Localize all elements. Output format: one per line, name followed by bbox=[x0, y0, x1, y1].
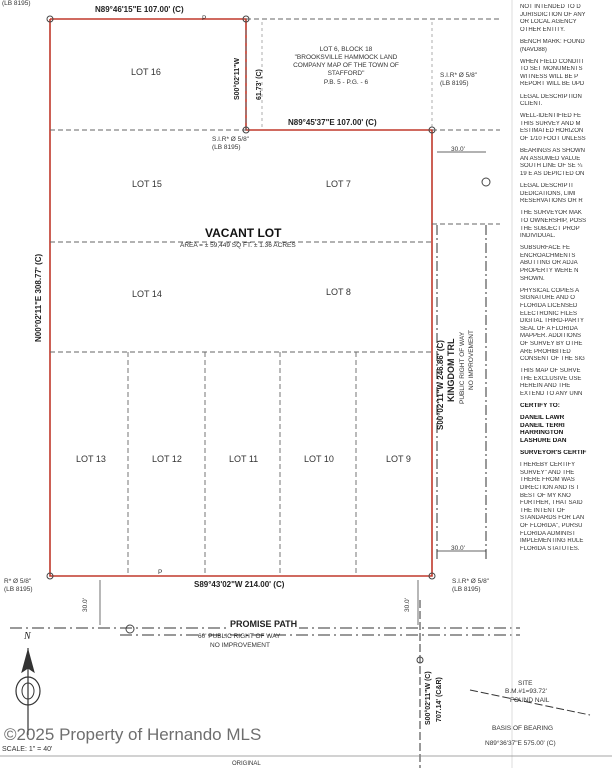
road-lines bbox=[10, 225, 590, 768]
lot6-east-bearing: S00°02'11"W bbox=[234, 57, 241, 100]
promise-path-label: PROMISE PATH bbox=[230, 619, 298, 629]
north-line-bearing: N89°46'15"E 107.00' (C) bbox=[95, 5, 184, 14]
note-line: WHEN FIELD CONDITI bbox=[520, 58, 584, 65]
lot-15-label: LOT 15 bbox=[132, 179, 162, 189]
scale-note: SCALE: 1" = 40' bbox=[2, 746, 53, 753]
note-line: THIS SURVEY AND M bbox=[520, 120, 581, 127]
note-line: DANEIL TERRI bbox=[520, 422, 565, 429]
note-line: LEGAL DESCRIPTION bbox=[520, 93, 582, 100]
note-line: THE EXCLUSIVE USE bbox=[520, 375, 582, 382]
note-line: BEARINGS AS SHOWN bbox=[520, 148, 586, 155]
note-line: AN ASSUMED VALUE bbox=[520, 155, 581, 162]
sir-marker-ne-text bbox=[440, 72, 477, 88]
vacant-lot-title: VACANT LOT bbox=[205, 226, 282, 240]
east-line-bearing: S00°02'11"W 246.86' (C) bbox=[436, 340, 445, 430]
note-line: OTHER ENTITY. bbox=[520, 26, 565, 33]
lot-12-label: LOT 12 bbox=[152, 454, 182, 464]
note-line: DANEIL LAWR bbox=[520, 415, 565, 422]
basis-of-bearing-value: N89°36'37"E 575.00' (C) bbox=[485, 740, 556, 747]
pin-marker: P bbox=[202, 15, 207, 22]
bottom-line-distance: 707.14' (C&R) bbox=[436, 677, 443, 722]
note-line: CERTIFY TO: bbox=[520, 403, 560, 410]
note-line: 19 E AS DEPICTED ON bbox=[520, 170, 585, 177]
site-benchmark bbox=[518, 680, 532, 688]
note-line: ARE PROHIBITED bbox=[520, 348, 571, 355]
note-line: THE SUBJECT PROP bbox=[520, 225, 580, 232]
site-benchmark-nail: FOUND NAIL bbox=[510, 697, 550, 704]
kingdom-trl-sub2: NO IMPROVEMENT bbox=[468, 330, 475, 390]
note-line: EXTEND TO ANY UNN bbox=[520, 391, 583, 397]
sir-ne-label: S.I.R* Ø 5/8" bbox=[440, 72, 477, 79]
note-line: RESERVATIONS OR R bbox=[520, 198, 583, 205]
lot-9-label: LOT 9 bbox=[386, 454, 411, 464]
dimension-lines bbox=[100, 152, 486, 625]
note-line: JURISDICTION OF ANY bbox=[520, 11, 586, 18]
note-line: TO OWNERSHIP, POSS bbox=[520, 217, 587, 224]
note-line: HEREIN AND THE bbox=[520, 383, 571, 390]
north-arrow bbox=[16, 648, 40, 735]
note-line: OF 1/10 FOOT UNLESS bbox=[520, 136, 586, 142]
monuments bbox=[47, 16, 490, 663]
sir-se-text bbox=[452, 578, 489, 594]
kingdom-trl-label: KINGDOM TRL bbox=[446, 338, 456, 402]
note-line: (NAVD88) bbox=[520, 46, 547, 53]
lot6-note: LOT 6, BLOCK 18 "BROOKSVILLE HAMMOCK LAND COMPANY MAP OF THE TOWN OF STAFFORD" P.B. 5 - P.G. - 6 bbox=[293, 46, 399, 86]
rod-sw-label: R* Ø 5/8" bbox=[4, 578, 32, 585]
note-line: FLORIDA STATUTES. bbox=[520, 545, 580, 552]
note-line: ELECTRONIC FILES bbox=[520, 310, 578, 317]
lot6-east-distance: 61.73' (C) bbox=[256, 69, 263, 100]
note-line: WELL-IDENTIFIED FE bbox=[520, 113, 582, 120]
note-line: ENCROACHMENTS bbox=[520, 252, 576, 259]
note-line: TO SET MONUMENTS bbox=[520, 66, 583, 73]
note-line: SOUTH LINE OF SE ¼ bbox=[520, 163, 583, 170]
mid-line-bearing: N89°45'37"E 107.00' (C) bbox=[288, 118, 377, 127]
note-line: FURTHER, THAT SAID bbox=[520, 500, 583, 507]
lot-16-label: LOT 16 bbox=[131, 67, 161, 77]
note-line: PHYSICAL COPIES A bbox=[520, 287, 580, 294]
note-line: THE SURVEYOR MAK bbox=[520, 210, 582, 217]
note-line: WITNESS WILL BE P bbox=[520, 73, 579, 80]
note-line: SUBSURFACE FE bbox=[520, 245, 571, 252]
note-line: DIRECTION AND IS T bbox=[520, 485, 580, 491]
west-line-bearing: N00°02'11"E 308.77' (C) bbox=[34, 253, 43, 342]
north-label: N bbox=[24, 631, 31, 642]
note-line: NOT INTENDED TO D bbox=[520, 4, 581, 10]
note-line: DEDICATIONS, LIMI bbox=[520, 190, 576, 197]
dim-30-s: 30.0' bbox=[404, 598, 411, 612]
parcel-boundary bbox=[50, 19, 432, 576]
original-stamp: ORIGINAL bbox=[232, 761, 261, 767]
lot-14-label: LOT 14 bbox=[132, 289, 162, 299]
note-line: PROPERTY WERE N bbox=[520, 268, 579, 274]
note-line: BEST OF MY KNO bbox=[520, 492, 571, 499]
lot-11-label: LOT 11 bbox=[229, 454, 259, 464]
note-line: IMPLEMENTING RULE bbox=[520, 538, 584, 545]
rod-sw-text bbox=[4, 578, 33, 594]
south-line-bearing: S89°43'02"W 214.00' (C) bbox=[194, 580, 285, 589]
top-corner-note: (LB 8195) bbox=[2, 0, 31, 7]
area-label: AREA = ± 59,449 SQ FT. ± 1.36 ACRES bbox=[180, 242, 296, 249]
sir-mid-text bbox=[212, 136, 249, 152]
note-line: BENCH MARK: FOUND bbox=[520, 38, 585, 45]
sir-ne-lb: (LB 8195) bbox=[440, 79, 469, 87]
note-line: CONSENT OF THE SIG bbox=[520, 356, 585, 363]
note-line: THIS MAP OF SURVE bbox=[520, 368, 581, 375]
site-label: SITE bbox=[518, 680, 533, 687]
sir-mid-lb: (LB 8195) bbox=[212, 143, 241, 151]
pin-marker-south: P bbox=[158, 569, 163, 576]
note-line: LEGAL DESCRIPTI bbox=[520, 183, 573, 189]
note-line: CLIENT. bbox=[520, 101, 543, 108]
mls-watermark: ©2025 Property of Hernando MLS bbox=[4, 725, 262, 744]
lot-13-label: LOT 13 bbox=[76, 454, 106, 464]
note-line: HARRINGTON bbox=[520, 430, 564, 437]
kingdom-trl-sub1: PUBLIC RIGHT OF WAY bbox=[459, 331, 466, 404]
bottom-line-bearing: S00°02'11"W (C) bbox=[425, 671, 432, 725]
note-line: THERE FROM WAS bbox=[520, 477, 575, 484]
note-line: SURVEY" AND THE bbox=[520, 469, 575, 476]
note-line: SEAL OF A FLORIDA bbox=[520, 325, 578, 332]
note-line: FLORIDA ADMINIST bbox=[520, 530, 576, 537]
note-line: ABUTTING OR ADJA bbox=[520, 260, 578, 267]
note-line: REPORT WILL BE UPD bbox=[520, 81, 585, 88]
sir-mid-label: S.I.R* Ø 5/8" bbox=[212, 136, 249, 143]
dim-30-ne: 30.0' bbox=[451, 146, 465, 153]
note-line: OR LOCAL AGENCY bbox=[520, 19, 577, 26]
site-benchmark-value: B.M.#1=93.72' bbox=[505, 688, 547, 695]
note-line: STANDARDS FOR LAN bbox=[520, 515, 585, 522]
rod-sw-lb: (LB 8195) bbox=[4, 585, 33, 593]
note-line: FLORIDA LICENSED bbox=[520, 302, 578, 309]
dim-30-sw: 30.0' bbox=[82, 598, 89, 612]
note-line: SHOWN. bbox=[520, 275, 545, 282]
note-line: INDIVIDUAL. bbox=[520, 233, 556, 240]
note-line: MAPPER. ADDITIONS bbox=[520, 333, 582, 340]
note-line: I HEREBY CERTIFY bbox=[520, 462, 576, 469]
lot-7-label: LOT 7 bbox=[326, 179, 351, 189]
note-line: OF FLORIDA", PURSU bbox=[520, 523, 583, 529]
basis-of-bearing: BASIS OF BEARING bbox=[492, 725, 554, 732]
note-line: SURVEYOR'S CERTIF bbox=[520, 450, 587, 457]
note-line: ESTIMATED HORIZON bbox=[520, 128, 584, 135]
lot-10-label: LOT 10 bbox=[304, 454, 334, 464]
lot-8-label: LOT 8 bbox=[326, 287, 351, 297]
promise-path-sub1: 60' PUBLIC RIGHT OF WAY bbox=[198, 633, 281, 640]
note-line: LASHURE DAN bbox=[520, 438, 567, 444]
sir-se-label: S.I.R* Ø 5/8" bbox=[452, 578, 489, 585]
promise-path-sub2: NO IMPROVEMENT bbox=[210, 642, 270, 649]
note-line: SIGNATURE AND O bbox=[520, 295, 575, 302]
note-line: THE INTENT OF bbox=[520, 507, 566, 514]
sir-se-lb: (LB 8195) bbox=[452, 585, 481, 593]
note-line: DIGITAL THIRD-PARTY bbox=[520, 318, 585, 325]
dim-30-se: 30.0' bbox=[451, 545, 465, 552]
note-line: OF SURVEY BY OTHE bbox=[520, 340, 583, 347]
